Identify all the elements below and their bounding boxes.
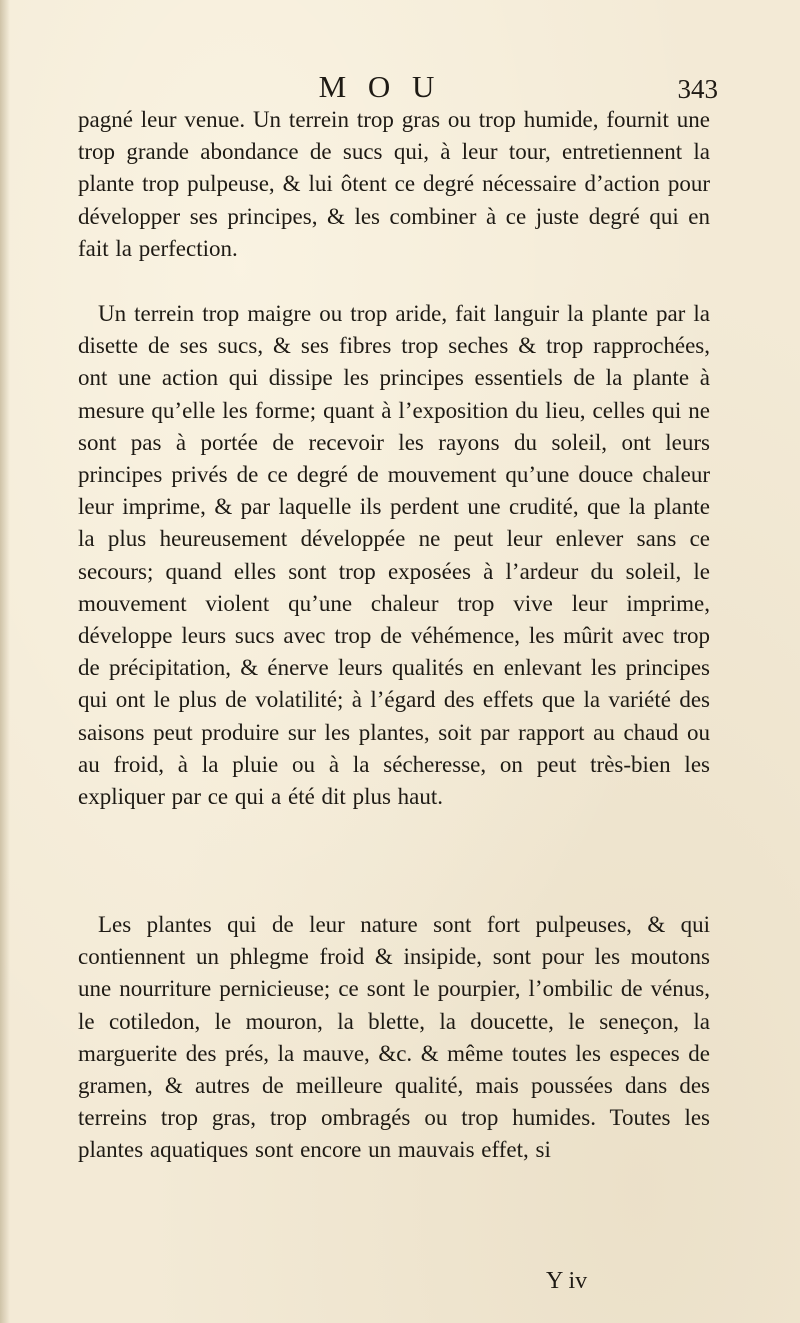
text-body <box>78 104 710 1167</box>
paragraph-soil-exposure: Un terrein trop maigre ou trop aride, fait languir la plante par la disette de ses sucs, & ses fibres trop seches & trop rapprochées, ont une action qui dissipe les principes essentiels de la plante à mesure qu’elle les forme; quant à l’exposition du lieu, celles qui ne sont pas à portée de recevoir les rayons du soleil, ont leurs principes privés de ce degré de mouvement qu’une douce chaleur leur imprime, & par laquelle ils perdent une crudité, que la plante la plus heureusement développée ne peut leur enlever sans ce secours; quand elles sont trop exposées à l’ardeur du soleil, le mouvement violent qu’une chaleur trop vive leur imprime, développe leurs sucs avec trop de véhémence, les mûrit avec trop de précipitation, & énerve leurs qualités en enlevant les principes qui ont le plus de volatilité; à l’égard des effets que la variété des saisons peut produire sur les plantes, soit par rapport au chaud ou au froid, à la pluie ou à la sécheresse, on peut très-bien les expliquer par ce qui a été dit plus haut. <box>78 301 710 810</box>
page-gutter-shadow <box>0 0 10 1323</box>
running-head: M O U <box>318 69 442 104</box>
catchword: Y iv <box>546 1268 588 1294</box>
page-number: 343 <box>677 74 718 104</box>
paragraph-harmful-plants: Les plantes qui de leur nature sont fort pulpeuses, & qui contiennent un phlegme froid & insipide, sont pour les moutons une nourriture pernicieuse; ce sont le pourpier, l’ombilic de vénus, le cotiledon, le mouron, la blette, la doucette, le seneçon, la marguerite des prés, la mauve, &c. & même toutes les especes de gramen, & autres de meilleure qualité, mais poussées dans des terreins trop gras, trop ombragés ou trop humides. Toutes les plantes aquatiques sont encore un mauvais effet, si <box>78 912 710 1163</box>
paragraph-continuation: pagné leur venue. Un terrein trop gras ou trop humide, fournit une trop grande abondance de sucs qui, à leur tour, entretiennent la plante trop pulpeuse, & lui ôtent ce degré nécessaire d’action pour développer ses principes, & les combiner à ce juste degré qui en fait la perfection. <box>78 107 710 261</box>
